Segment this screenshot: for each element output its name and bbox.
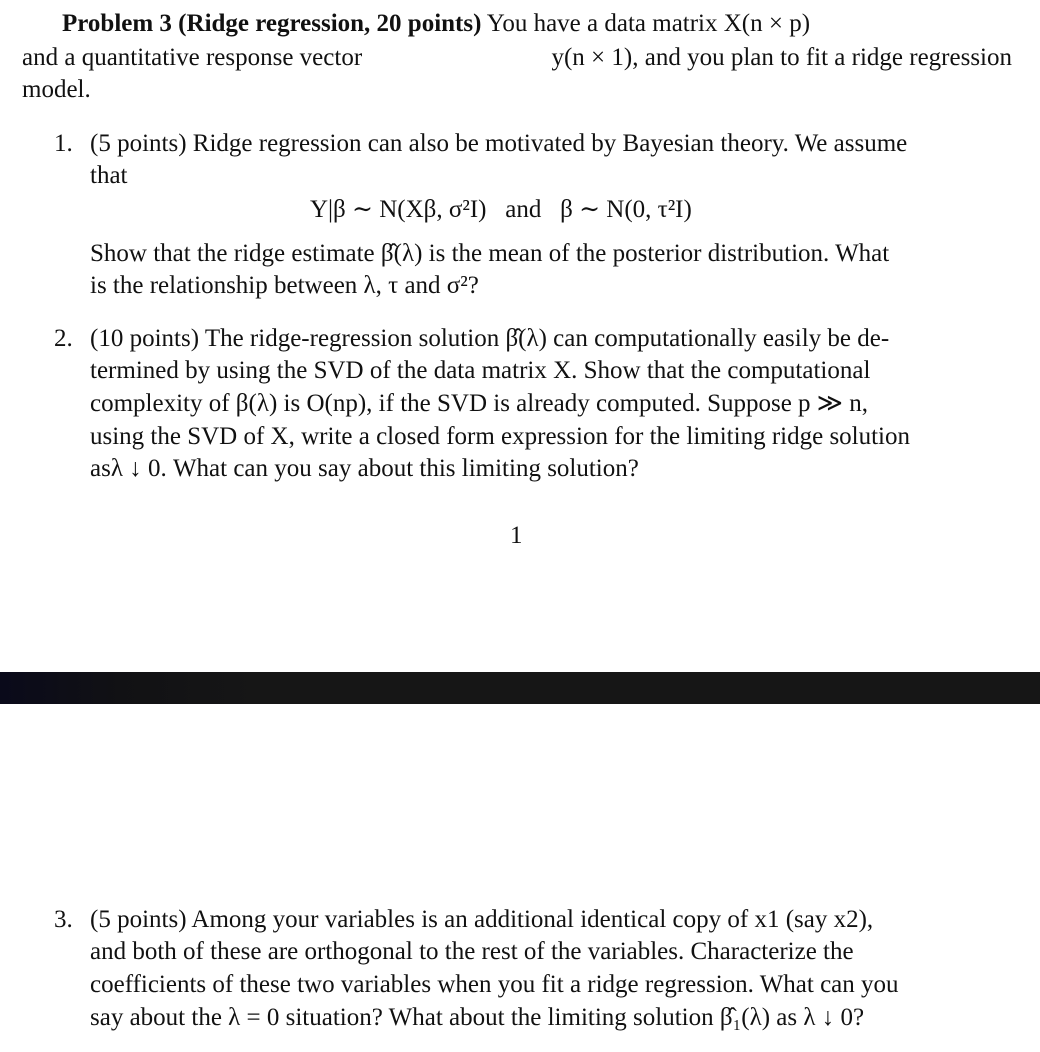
item-2-line-1: [90, 323, 889, 355]
item-1-line-1: [90, 128, 1012, 160]
item-2-line-3: [90, 388, 868, 420]
item-number: 2.: [54, 325, 73, 352]
item-2-text-5: asλ ↓ 0. What can you say about this limiting solution?: [90, 455, 639, 482]
page-number: [510, 520, 523, 552]
item-2-text-4: using the SVD of X, write a closed form expression for the limiting ridge solution: [90, 423, 911, 450]
item-3-line-3: [90, 969, 899, 1001]
item-1-line-2: [90, 160, 128, 192]
item-3-number: [54, 904, 73, 936]
problem-intro-text-1: You have a data matrix X(n × p): [486, 10, 811, 37]
item-1-number: [54, 128, 73, 160]
item-3-line-4: [90, 1002, 864, 1034]
item-number: 3.: [54, 906, 73, 933]
item-1-text-3: Show that the ridge estimate β̂(λ) is the mean of the posterior distribution. What: [90, 240, 890, 267]
item-3-text-1: (5 points) Among your variables is an additional identical copy of x1 (say x2),: [90, 906, 874, 933]
item-2-text-1: (10 points) The ridge-regression solution β̂(λ) can computationally easily be de-: [90, 325, 890, 352]
problem-intro-text-2b: y(n × 1), and you plan to fit a ridge regression: [551, 44, 1012, 71]
item-1-text-1: (5 points) Ridge regression can also be motivated by Bayesian theory. We assume: [90, 130, 908, 157]
item-2-number: [54, 323, 73, 355]
item-2-line-4: [90, 421, 910, 453]
bayesian-prior-equation: Y|β ∼ N(Xβ, σ²I) and β ∼ N(0, τ²I): [310, 196, 692, 223]
item-1-text-4: is the relationship between λ, τ and σ²?: [90, 272, 479, 299]
item-2-line-2: [90, 355, 870, 387]
item-3-text-4: say about the λ = 0 situation? What about the limiting solution β̂₁(λ) as λ ↓ 0?: [90, 1004, 865, 1031]
item-2-text-2: termined by using the SVD of the data matrix X. Show that the computational: [90, 357, 871, 384]
problem-intro-line-2: [22, 42, 1012, 74]
item-1-equation: [310, 194, 692, 226]
item-number: 1.: [54, 130, 73, 157]
item-1-line-4: [90, 270, 479, 302]
item-3-text-3: coefficients of these two variables when you fit a ridge regression. What can you: [90, 971, 899, 998]
problem-intro-line-1: [62, 8, 1012, 40]
problem-intro-text-2a: and a quantitative response vector: [22, 44, 363, 71]
item-3-line-1: [90, 904, 873, 936]
item-1-text-2: that: [90, 162, 128, 189]
page-2: [0, 704, 1040, 1052]
problem-intro-line-3: [22, 74, 91, 106]
page-number-text: 1: [510, 522, 523, 549]
page-divider-bar: [0, 672, 1040, 704]
item-3-line-2: [90, 936, 854, 968]
item-3-text-2: and both of these are orthogonal to the rest of the variables. Characterize the: [90, 938, 854, 965]
problem-heading: Problem 3 (Ridge regression, 20 points): [62, 10, 482, 37]
problem-intro-text-3: model.: [22, 76, 91, 103]
item-1-line-3: [90, 238, 1012, 270]
item-2-line-5: [90, 453, 639, 485]
item-2-text-3: complexity of β(λ) is O(np), if the SVD is already computed. Suppose p ≫ n,: [90, 390, 868, 417]
